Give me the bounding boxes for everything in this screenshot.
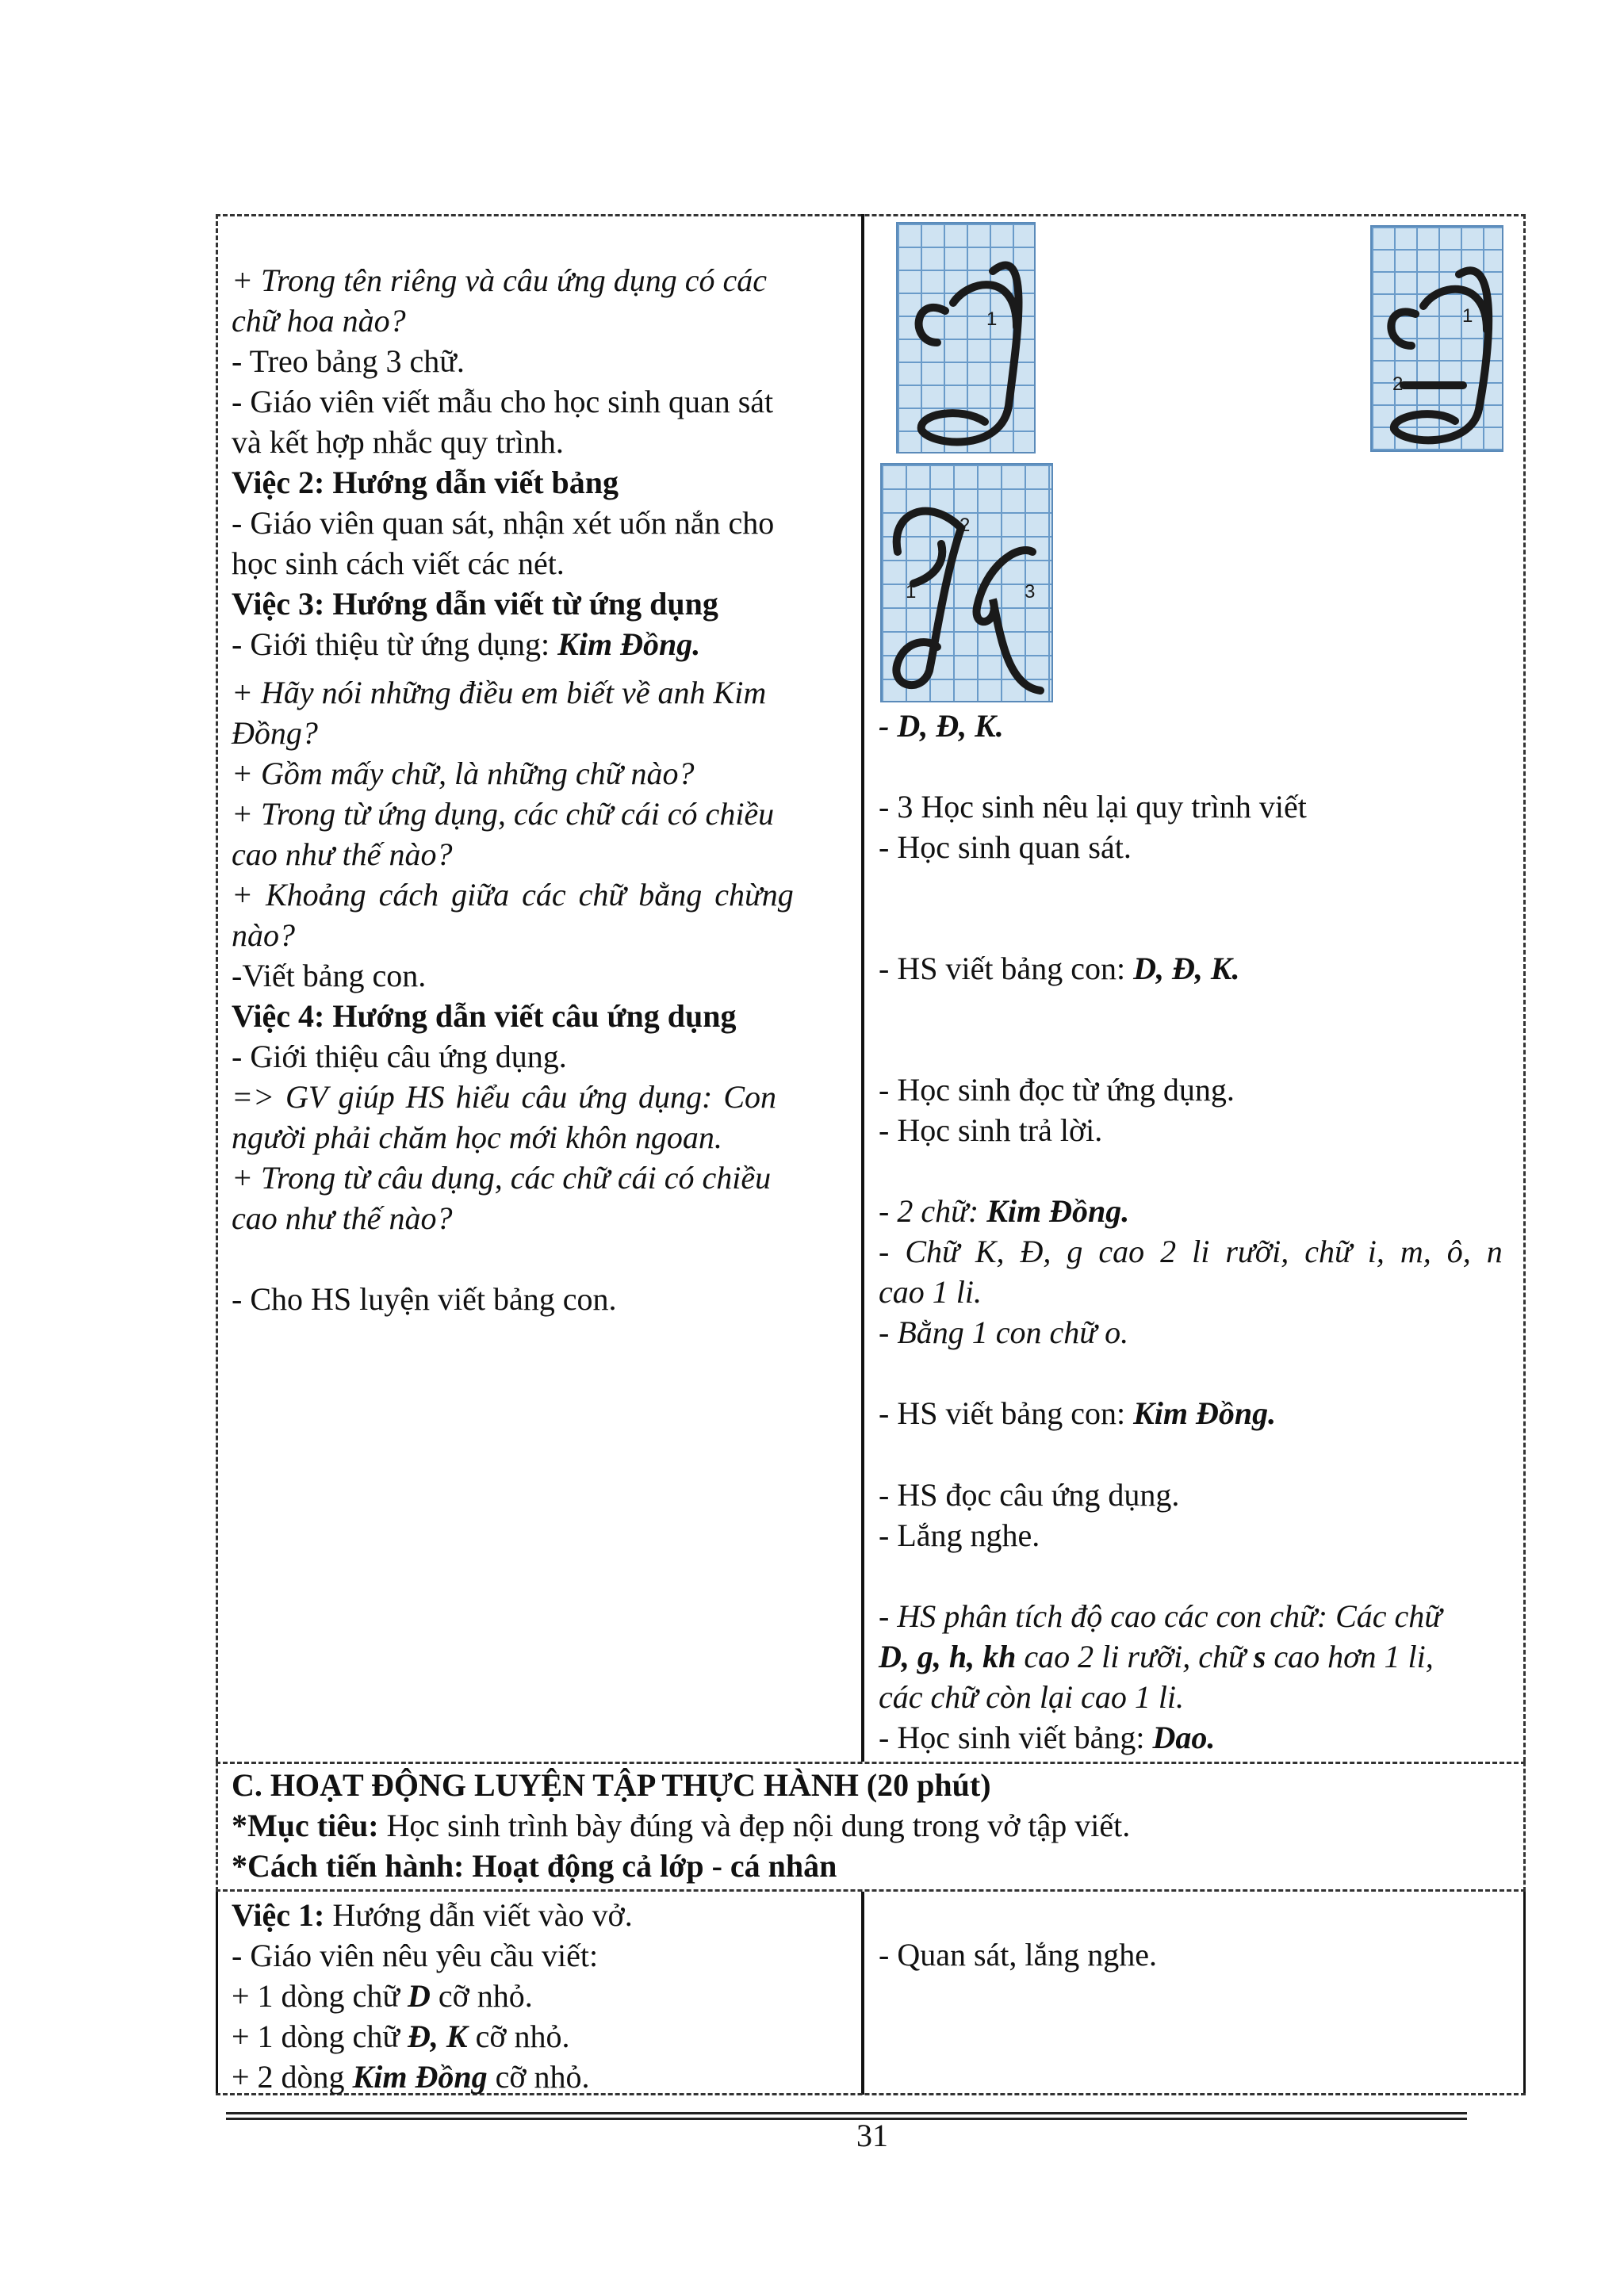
text-span: D <box>408 1978 431 2014</box>
text-line: - Lắng nghe. <box>879 1517 1040 1553</box>
text-span: Đ, K <box>408 2019 468 2054</box>
text-line: - Học sinh đọc từ ứng dụng. <box>879 1072 1235 1108</box>
text-line: cao như thế nào? <box>232 1200 453 1236</box>
text-line: + Trong từ ứng dụng, các chữ cái có chiều <box>232 796 775 832</box>
text-span: - HS viết bảng con: <box>879 951 1134 986</box>
text-line: - Quan sát, lắng nghe. <box>879 1937 1158 1973</box>
section-c-goal <box>232 1805 1130 1846</box>
text-line: Đồng? <box>232 715 318 751</box>
text-line: - HS đọc câu ứng dụng. <box>879 1477 1180 1513</box>
text-span: - HS viết bảng con: <box>879 1395 1134 1431</box>
text-line: + Khoảng cách giữa các chữ bằng chừng <box>232 877 794 913</box>
text-span: - 2 chữ: <box>879 1193 987 1229</box>
text-line <box>879 1393 1276 1434</box>
text-span: - Giới thiệu từ ứng dụng: <box>232 626 558 662</box>
text-line <box>879 1191 1129 1232</box>
text-line: - Bằng 1 con chữ o. <box>879 1314 1129 1350</box>
text-span: cao hơn 1 li, <box>1266 1639 1434 1674</box>
text-span: + 1 dòng chữ <box>232 1978 408 2014</box>
text-line <box>232 2057 590 2098</box>
text-span: Dao. <box>1152 1720 1216 1755</box>
goal-label: *Mục tiêu: <box>232 1808 379 1843</box>
word-kim-dong: Kim Đồng. <box>557 626 701 662</box>
goal-text: Học sinh trình bày đúng và đẹp nội dung trong vở tập viết. <box>378 1808 1131 1843</box>
text-line <box>879 1717 1215 1758</box>
text-line <box>232 624 700 665</box>
text-line: + Gồm mấy chữ, là những chữ nào? <box>232 756 695 791</box>
section-c-text <box>232 1765 1130 1886</box>
text-line: các chữ còn lại cao 1 li. <box>879 1679 1185 1715</box>
text-line: - Cho HS luyện viết bảng con. <box>232 1281 617 1317</box>
text-line: nào? <box>232 917 295 953</box>
text-span: D, Đ, K. <box>1133 951 1240 986</box>
text-line: chữ hoa nào? <box>232 303 406 339</box>
text-line: và kết hợp nhắc quy trình. <box>232 424 564 460</box>
heading-viec-4: Việc 4: Hướng dẫn viết câu ứng dụng <box>232 998 737 1034</box>
stroke-number: 1 <box>1462 305 1473 327</box>
text-line: - Giáo viên nêu yêu cầu viết: <box>232 1938 599 1973</box>
stroke-number: 2 <box>1392 373 1404 395</box>
text-line: - Chữ K, Đ, g cao 2 li rưỡi, chữ i, m, ô, n <box>879 1234 1503 1269</box>
text-line: - Học sinh trả lời. <box>879 1112 1103 1148</box>
stroke-number: 1 <box>906 581 917 603</box>
column-divider <box>861 214 864 1762</box>
text-line: - 3 Học sinh nêu lại quy trình viết <box>879 789 1307 825</box>
text-span: cỡ nhỏ. <box>467 2019 570 2054</box>
section-c-title: C. HOẠT ĐỘNG LUYỆN TẬP THỰC HÀNH (20 phút) <box>232 1767 991 1803</box>
text-line <box>232 1895 633 1936</box>
text-span: Kim Đồng <box>352 2059 488 2095</box>
text-line <box>232 2016 569 2057</box>
letter-k-writing-grid <box>880 463 1053 702</box>
text-line: - Giáo viên viết mẫu cho học sinh quan sát <box>232 384 774 419</box>
text-span: s <box>1253 1639 1266 1674</box>
text-line: - Giáo viên quan sát, nhận xét uốn nắn cho <box>232 505 775 541</box>
footer-rule <box>226 2112 1467 2114</box>
stroke-number: 3 <box>1025 581 1036 603</box>
text-line: - Treo bảng 3 chữ. <box>232 343 465 379</box>
heading-viec-1: Việc 1: <box>232 1897 325 1933</box>
text-span: - Học sinh viết bảng: <box>879 1720 1153 1755</box>
stroke-number: 2 <box>959 515 971 536</box>
section-c-method: *Cách tiến hành: Hoạt động cả lớp - cá nhân <box>232 1848 837 1884</box>
text-line: -Viết bảng con. <box>232 958 427 993</box>
text-line: - Học sinh quan sát. <box>879 829 1132 865</box>
text-line: + Trong từ câu dụng, các chữ cái có chiều <box>232 1160 772 1196</box>
text-line: - D, Đ, K. <box>879 708 1004 744</box>
letter-dd-writing-grid <box>1370 225 1503 452</box>
column-divider <box>861 1892 864 2095</box>
text-line: - Giới thiệu câu ứng dụng. <box>232 1039 567 1074</box>
stroke-number: 1 <box>986 308 998 330</box>
text-span: Kim Đồng. <box>1133 1395 1277 1431</box>
text-line <box>879 948 1240 989</box>
text-span: + 2 dòng <box>232 2059 353 2095</box>
text-line: học sinh cách viết các nét. <box>232 545 565 581</box>
text-span: D, g, h, kh <box>879 1639 1017 1674</box>
heading-viec-3: Việc 3: Hướng dẫn viết từ ứng dụng <box>232 586 718 622</box>
page-number: 31 <box>856 2118 888 2153</box>
text-line: người phải chăm học mới khôn ngoan. <box>232 1119 722 1155</box>
text-line: + Trong tên riêng và câu ứng dụng có các <box>232 262 767 298</box>
text-span: cỡ nhỏ. <box>430 1978 533 2014</box>
heading-viec-2: Việc 2: Hướng dẫn viết bảng <box>232 465 619 500</box>
text-line: cao như thế nào? <box>232 836 453 872</box>
text-span: cao 2 li rưỡi, chữ <box>1016 1639 1254 1674</box>
text-line: + Hãy nói những điều em biết về anh Kim <box>232 675 767 710</box>
text-line <box>879 1636 1434 1678</box>
text-line: - HS phân tích độ cao các con chữ: Các chữ <box>879 1598 1442 1634</box>
text-span: Kim Đồng. <box>986 1193 1130 1229</box>
text-span: + 1 dòng chữ <box>232 2019 408 2054</box>
text-span: Hướng dẫn viết vào vở. <box>324 1897 633 1933</box>
text-line <box>232 1976 533 2017</box>
text-line: => GV giúp HS hiểu câu ứng dụng: Con <box>232 1079 777 1115</box>
letter-d-writing-grid <box>896 222 1036 453</box>
text-line: cao 1 li. <box>879 1274 982 1310</box>
text-span: cỡ nhỏ. <box>487 2059 590 2095</box>
letter-d-stroke <box>898 224 1037 455</box>
letter-k-stroke <box>882 465 1055 704</box>
letter-dd-stroke <box>1372 227 1505 453</box>
